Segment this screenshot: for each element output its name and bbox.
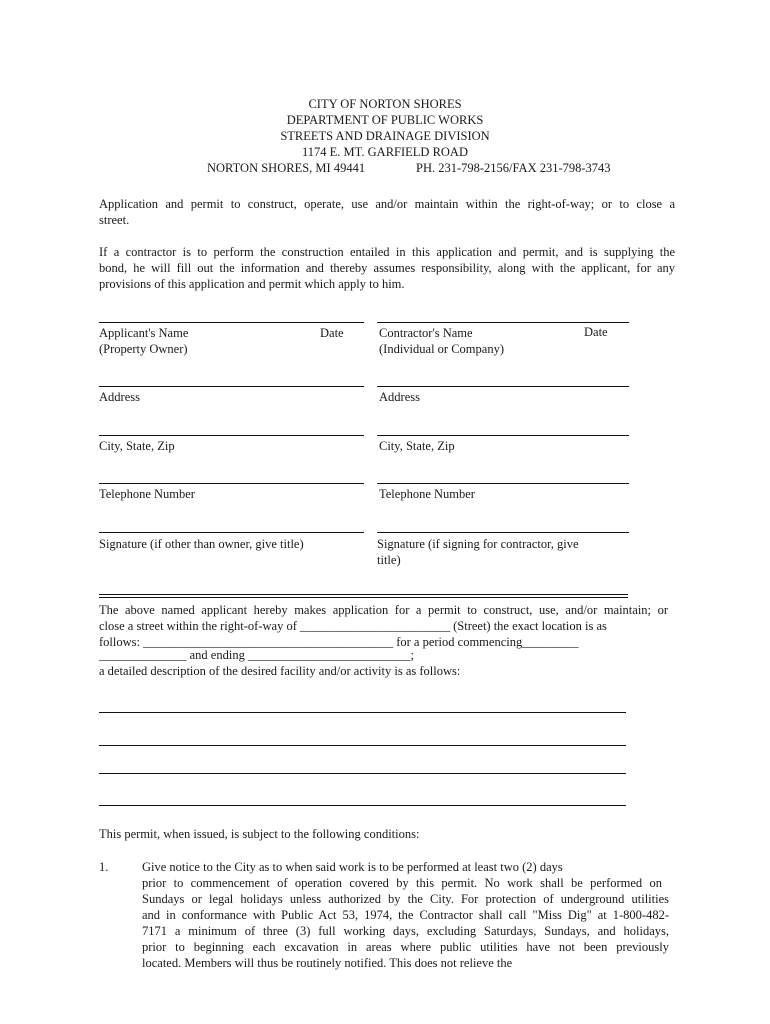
applicant-phone-line[interactable] bbox=[99, 483, 364, 484]
description-line-4[interactable] bbox=[99, 805, 626, 806]
contractor-phone-line[interactable] bbox=[377, 483, 629, 484]
condition-1-line-7: located. Members will thus be routinely notified. This does not relieve the bbox=[142, 956, 513, 970]
condition-1-line-6: prior to beginning each excavation in areas where public utilities have not been previously bbox=[142, 940, 669, 954]
contractor-signature-label-line-2: title) bbox=[377, 553, 401, 567]
header-city: CITY OF NORTON SHORES bbox=[308, 97, 462, 111]
application-line-1: The above named applicant hereby makes application for a permit to construct, use, and/or maintain; or bbox=[99, 603, 668, 617]
intro-paragraph-1-line-2: street. bbox=[99, 213, 130, 227]
condition-1-number: 1. bbox=[99, 860, 109, 874]
contractor-city-label: City, State, Zip bbox=[379, 439, 455, 453]
header-phone-fax: PH. 231-798-2156/FAX 231-798-3743 bbox=[416, 161, 611, 175]
header-division: STREETS AND DRAINAGE DIVISION bbox=[280, 129, 490, 143]
contractor-city-line[interactable] bbox=[377, 435, 629, 436]
intro-paragraph-2-line-3: provisions of this application and permit which apply to him. bbox=[99, 277, 405, 291]
condition-1-line-1: Give notice to the City as to when said work is to be performed at least two (2) days bbox=[142, 860, 563, 874]
header-city-zip: NORTON SHORES, MI 49441 bbox=[207, 161, 366, 175]
conditions-intro: This permit, when issued, is subject to the following conditions: bbox=[99, 827, 420, 841]
intro-paragraph-2-line-2: bond, he will fill out the information and thereby assumes responsibility, along with the applicant, for any bbox=[99, 261, 675, 275]
contractor-name-label: Contractor's Name bbox=[379, 326, 473, 340]
intro-paragraph-1-line-1: Application and permit to construct, operate, use and/or maintain within the right-of-way; or to close a bbox=[99, 197, 675, 211]
section-divider bbox=[99, 594, 628, 598]
description-line-1[interactable] bbox=[99, 712, 626, 713]
contractor-signature-line[interactable] bbox=[377, 532, 629, 533]
contractor-signature-label-line-1: Signature (if signing for contractor, give bbox=[377, 537, 579, 551]
letterhead bbox=[0, 96, 770, 160]
applicant-city-label: City, State, Zip bbox=[99, 439, 175, 453]
contractor-name-line[interactable] bbox=[377, 322, 629, 323]
description-line-2[interactable] bbox=[99, 745, 626, 746]
application-line-4: ______________ and ending __________________________; bbox=[99, 648, 414, 662]
applicant-phone-label: Telephone Number bbox=[99, 487, 195, 501]
applicant-name-label: Applicant's Name bbox=[99, 326, 189, 340]
condition-1-line-4: and in conformance with Public Act 53, 1974, the Contractor shall call "Miss Dig" at 1-800-482- bbox=[142, 908, 669, 922]
applicant-city-line[interactable] bbox=[99, 435, 364, 436]
applicant-name-line[interactable] bbox=[99, 322, 364, 323]
contractor-address-label: Address bbox=[379, 390, 420, 404]
condition-1-line-5: 7171 a minimum of three (3) full working days, excluding Saturdays, Sundays, and holidays, bbox=[142, 924, 669, 938]
applicant-address-label: Address bbox=[99, 390, 140, 404]
condition-1-line-3: Sundays or legal holidays unless authorized by the City. For protection of underground utilities bbox=[142, 892, 669, 906]
applicant-name-sublabel: (Property Owner) bbox=[99, 342, 188, 356]
applicant-signature-line[interactable] bbox=[99, 532, 364, 533]
application-line-3: follows: ________________________________________ for a period commencing_________ bbox=[99, 635, 579, 649]
header-department: DEPARTMENT OF PUBLIC WORKS bbox=[286, 113, 484, 127]
applicant-signature-label: Signature (if other than owner, give title) bbox=[99, 537, 304, 551]
contractor-name-sublabel: (Individual or Company) bbox=[379, 342, 504, 356]
contractor-address-line[interactable] bbox=[377, 386, 629, 387]
application-line-5: a detailed description of the desired facility and/or activity is as follows: bbox=[99, 664, 461, 678]
header-address: 1174 E. MT. GARFIELD ROAD bbox=[302, 145, 468, 159]
applicant-date-label: Date bbox=[320, 326, 344, 340]
contractor-date-label: Date bbox=[584, 325, 608, 339]
contractor-phone-label: Telephone Number bbox=[379, 487, 475, 501]
application-line-2: close a street within the right-of-way of ________________________ (Street) the exact location is as bbox=[99, 619, 607, 633]
condition-1-line-2: prior to commencement of operation covered by this permit. No work shall be performed on bbox=[142, 876, 662, 890]
intro-paragraph-2-line-1: If a contractor is to perform the construction entailed in this application and permit, and is supplying the bbox=[99, 245, 675, 259]
description-line-3[interactable] bbox=[99, 773, 626, 774]
applicant-address-line[interactable] bbox=[99, 386, 364, 387]
